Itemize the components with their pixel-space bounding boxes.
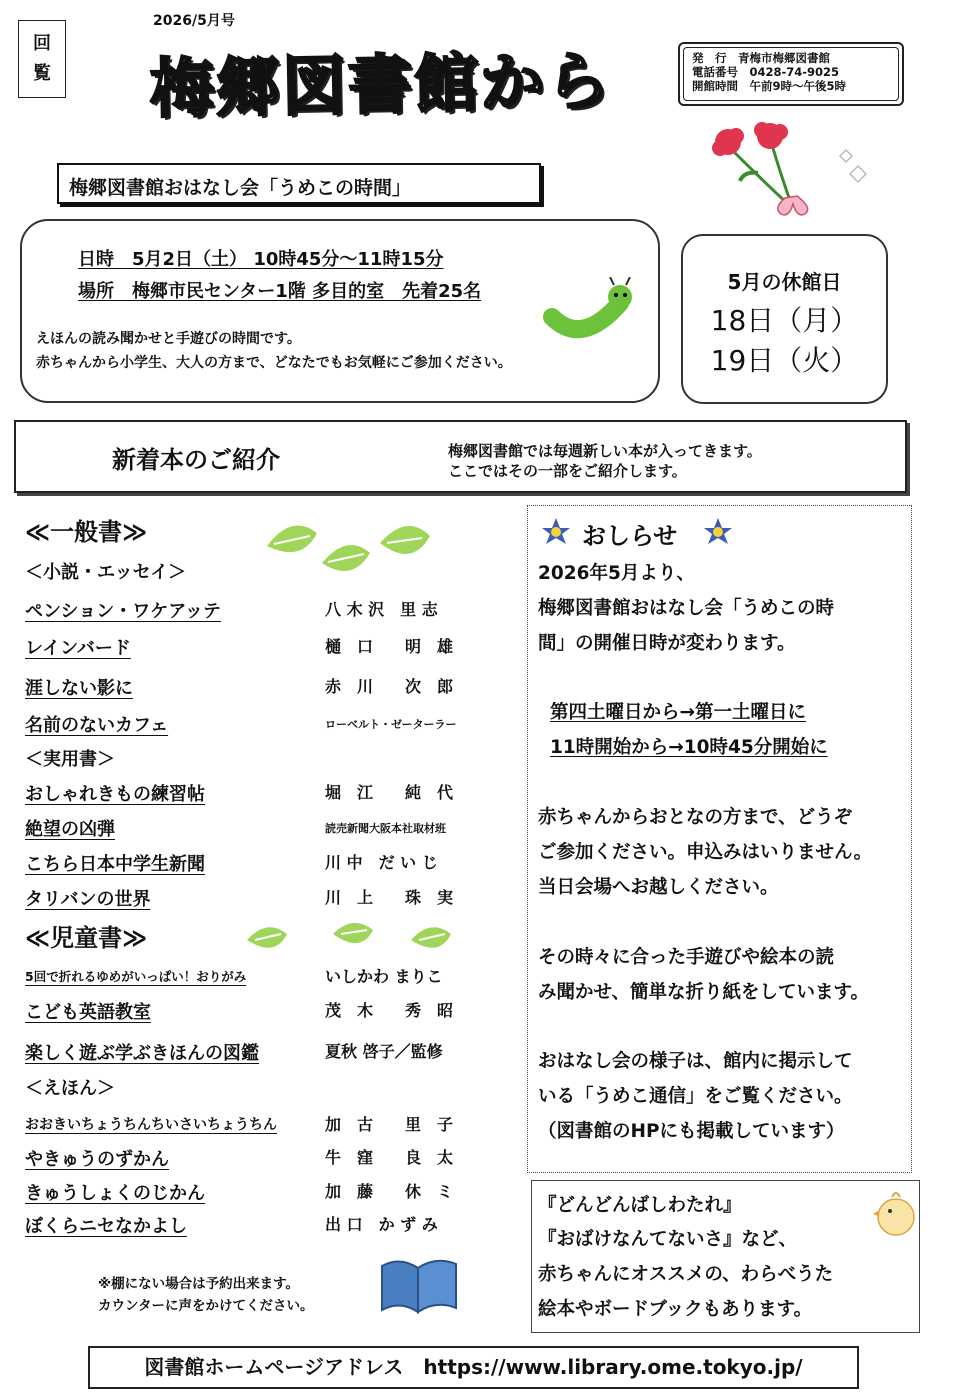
caterpillar-icon [542,277,637,347]
baby-books-box [531,1180,920,1333]
book-author: 牛 窪 良 太 [325,1148,454,1167]
book-row [25,964,485,998]
flower-icon [702,516,734,548]
book-title: レインバード [25,638,131,659]
book-row [25,780,485,814]
flower-icon [540,516,572,548]
book-row [25,998,485,1032]
book-title: ペンション・ワケアッテ [25,601,221,622]
reserve-note: カウンターに声をかけてください。 [98,1298,314,1314]
book-author: 加 藤 休 ミ [325,1182,454,1201]
notice-text: いる「うめこ通信」をご覧ください。 [538,1086,853,1107]
book-author: 赤 川 次 郎 [325,677,454,696]
new-books-title: 新着本のご紹介 [112,446,280,474]
notice-text: （図書館のHPにも掲載しています） [538,1121,845,1142]
book-author: 読売新聞大阪本社取材班 [325,822,446,835]
book-row [25,674,485,708]
baby-books-text: 『どんどんばしわたれ』 [538,1195,742,1216]
leaf-icon [245,922,455,962]
carnation-icon [700,118,875,228]
hours-line: 開館時間 午前9時～午後5時 [692,79,847,93]
notice-text: おはなし会の様子は、館内に掲示して [538,1051,853,1072]
ohanashi-desc: 赤ちゃんから小学生、大人の方まで、どなたでもお気軽にご参加ください。 [36,355,512,371]
notice-text: 2026年5月より、 [538,563,695,584]
book-author: 八 木 沢 里 志 [325,600,438,619]
book-title: ぼくらニセなかよし [25,1216,187,1237]
book-author: 川 上 珠 実 [325,888,454,907]
book-row [25,1039,485,1073]
book-row [25,1112,485,1146]
ohanashi-place: 場所 梅郷市民センター1階 多目的室 先着25名 [78,281,482,302]
ohanashi-desc: えほんの読み聞かせと手遊びの時間です。 [36,331,301,347]
subsection-label: ＜えほん＞ [25,1078,115,1099]
kairan-char-1: 回 [33,33,51,54]
book-author: 出 口 か ず み [325,1215,438,1234]
book-author: 加 古 里 子 [325,1115,454,1134]
newsletter-title: 梅郷図書館から [149,44,613,128]
notice-heading: おしらせ [582,522,678,550]
publisher-line: 発 行 青梅市梅郷図書館 [692,51,830,65]
book-author: いしかわ まりこ [325,967,443,986]
notice-text: 間」の開催日時が変わります。 [538,633,796,654]
general-heading: ≪一般書≫ [25,518,148,546]
closed-days-box [681,234,888,404]
children-heading: ≪児童書≫ [25,924,148,952]
baby-books-text: 赤ちゃんにオススメの、わらべうた [538,1264,834,1285]
ohanashi-title: 梅郷図書館おはなし会「うめこの時間」 [57,163,541,204]
notice-text: 梅郷図書館おはなし会「うめこの時 [538,598,835,619]
phone-line: 電話番号 0428-74-9025 [692,65,840,79]
chick-icon [872,1183,920,1239]
book-title: こども英語教室 [25,1002,151,1023]
book-row [25,850,485,884]
closed-day: 19日（火） [710,344,859,377]
notice-text: その時々に合った手遊びや絵本の読 [538,947,835,968]
book-title: 楽しく遊ぶ学ぶきほんの図鑑 [25,1043,259,1064]
closed-day: 18日（月） [710,304,859,337]
new-books-banner [14,420,907,493]
book-title: 5回で折れるゆめがいっぱい！おりがみ [25,969,247,984]
subsection-label: ＜実用書＞ [25,749,115,770]
book-author: 茂 木 秀 昭 [325,1001,454,1020]
book-title: やきゅうのずかん [25,1149,169,1170]
leaf-icon [262,518,434,588]
book-author: ローベルト・ゼーターラー [325,718,457,731]
kairan-stamp [18,20,66,98]
book-title: こちら日本中学生新聞 [25,854,205,875]
ohanashi-datetime: 日時 5月2日（土） 10時45分～11時15分 [78,249,444,270]
book-row [25,1145,485,1179]
book-row [25,711,485,745]
book-title: タリバンの世界 [25,889,151,910]
book-title: 涯しない影に [25,678,133,699]
book-row [25,1212,485,1246]
book-row [25,597,485,631]
book-title: 名前のないカフェ [25,715,169,736]
reserve-note: ※棚にない場合は予約出来ます。 [98,1276,300,1292]
ohanashi-box [20,219,660,403]
book-author: 夏秋 啓子／監修 [325,1042,443,1061]
book-author: 樋 口 明 雄 [325,637,454,656]
new-books-desc: 梅郷図書館では毎週新しい本が入ってきます。 [448,442,762,460]
notice-text: 当日会場へお越しください。 [538,877,779,898]
book-title: おしゃれきもの練習帖 [25,784,205,805]
book-icon [378,1252,460,1316]
book-title: おおきいちょうちんちいさいちょうちん [25,1117,277,1133]
book-row [25,815,485,849]
book-row [25,1179,485,1213]
book-author: 堀 江 純 代 [325,783,454,802]
book-row [25,885,485,919]
notice-text: ご参加ください。申込みはいりません。 [538,842,873,863]
issue-date: 2026/5月号 [153,13,235,29]
book-title: きゅうしょくのじかん [25,1183,205,1204]
closed-title: 5月の休館日 [727,270,842,294]
notice-text: 赤ちゃんからおとなの方まで、どうぞ [538,807,853,828]
notice-text: み聞かせ、簡単な折り紙をしています。 [538,982,869,1003]
book-row [25,634,485,668]
baby-books-text: 『おばけなんてないさ』など、 [538,1229,798,1250]
notice-box [527,505,912,1173]
baby-books-text: 絵本やボードブックもあります。 [538,1299,813,1320]
subsection-label: ＜小説・エッセイ＞ [25,562,187,583]
notice-change: 11時開始から→10時45分開始に [550,737,828,758]
homepage-url: 図書館ホームページアドレス https://www.library.ome.tokyo.jp/ [88,1346,859,1389]
new-books-desc: ここではその一部をご紹介します。 [448,462,687,480]
kairan-char-2: 覧 [33,63,51,84]
book-author: 川 中 だ い じ [325,853,438,872]
publisher-box [678,42,904,106]
book-title: 絶望の凶弾 [25,819,115,840]
notice-change: 第四土曜日から→第一土曜日に [550,702,807,723]
